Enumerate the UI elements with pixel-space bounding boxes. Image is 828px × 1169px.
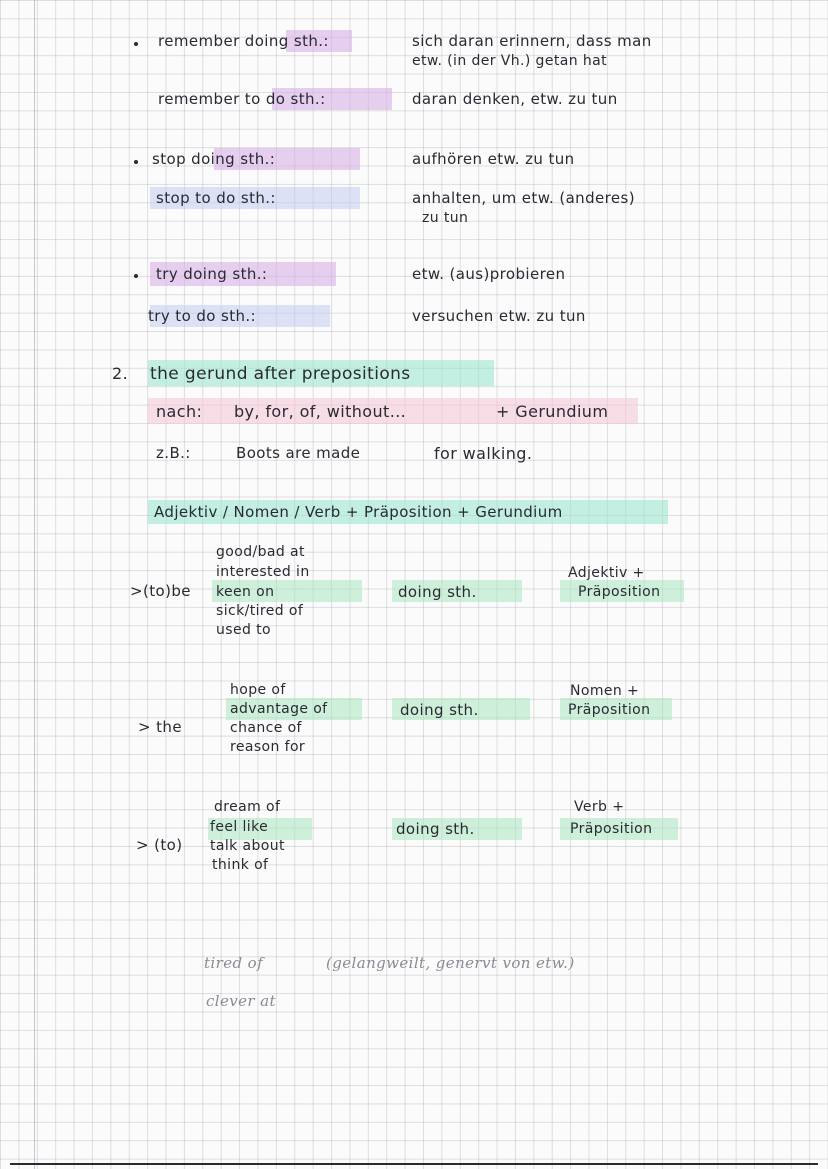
verb-phrase: feel like bbox=[210, 819, 269, 835]
adjective-phrase: used to bbox=[216, 622, 271, 638]
pencil-note-meaning: (gelangweilt, genervt von etw.) bbox=[326, 954, 575, 972]
example-label: z.B.: bbox=[156, 444, 191, 462]
noun-label-1: Nomen + bbox=[570, 683, 640, 699]
noun-phrase: reason for bbox=[230, 739, 306, 755]
try-to-do-meaning: versuchen etw. zu tun bbox=[412, 307, 586, 325]
try-to-do-term: try to do sth.: bbox=[148, 307, 257, 325]
section-heading: the gerund after prepositions bbox=[150, 364, 411, 384]
stop-doing-meaning: aufhören etw. zu tun bbox=[412, 150, 575, 168]
verb-object: doing sth. bbox=[396, 820, 475, 838]
adjective-phrase: keen on bbox=[216, 584, 275, 600]
pencil-note-line2: clever at bbox=[206, 992, 276, 1010]
adjective-phrase: sick/tired of bbox=[216, 603, 304, 619]
remember-doing-meaning-1: sich daran erinnern, dass man bbox=[412, 32, 652, 50]
noun-phrase: advantage of bbox=[230, 701, 328, 717]
try-doing-meaning: etw. (aus)probieren bbox=[412, 265, 566, 283]
stop-doing-term: stop doing sth.: bbox=[152, 150, 276, 168]
bullet bbox=[134, 274, 138, 278]
rule-suffix: + Gerundium bbox=[496, 402, 609, 421]
adjective-phrase: good/bad at bbox=[216, 544, 305, 560]
rule-prefix: nach: bbox=[156, 402, 203, 421]
adjective-lead: >(to)be bbox=[130, 582, 191, 600]
adjective-object: doing sth. bbox=[398, 583, 477, 601]
noun-phrase: hope of bbox=[230, 682, 286, 698]
verb-phrase: think of bbox=[212, 857, 269, 873]
adjective-phrase: interested in bbox=[216, 564, 310, 580]
noun-phrase: chance of bbox=[230, 720, 302, 736]
verb-label-2: Präposition bbox=[570, 821, 653, 837]
stop-to-do-term: stop to do sth.: bbox=[156, 189, 276, 207]
stop-to-do-meaning-1: anhalten, um etw. (anderes) bbox=[412, 189, 635, 207]
noun-label-2: Präposition bbox=[568, 702, 651, 718]
remember-doing-meaning-2: etw. (in der Vh.) getan hat bbox=[412, 53, 607, 69]
verb-phrase: dream of bbox=[214, 799, 281, 815]
formula: Adjektiv / Nomen / Verb + Präposition + Gerundium bbox=[154, 503, 563, 521]
page-bottom-edge bbox=[10, 1163, 818, 1165]
verb-lead: > (to) bbox=[136, 836, 183, 854]
example-end: for walking. bbox=[434, 444, 533, 463]
verb-label-1: Verb + bbox=[574, 799, 625, 815]
stop-to-do-meaning-2: zu tun bbox=[422, 210, 469, 226]
example-text: Boots are made bbox=[236, 444, 361, 462]
pencil-note-term: tired of bbox=[204, 954, 264, 972]
section-number: 2. bbox=[112, 364, 129, 383]
adjective-label-2: Präposition bbox=[578, 584, 661, 600]
adjective-label-1: Adjektiv + bbox=[568, 565, 645, 581]
remember-doing-term: remember doing sth.: bbox=[158, 32, 329, 50]
noun-lead: > the bbox=[138, 718, 182, 736]
bullet bbox=[134, 160, 138, 164]
bullet bbox=[134, 42, 138, 46]
try-doing-term: try doing sth.: bbox=[156, 265, 268, 283]
noun-object: doing sth. bbox=[400, 701, 479, 719]
rule-words: by, for, of, without... bbox=[234, 402, 407, 421]
remember-to-do-term: remember to do sth.: bbox=[158, 90, 326, 108]
margin-line bbox=[34, 0, 35, 1169]
verb-phrase: talk about bbox=[210, 838, 285, 854]
remember-to-do-meaning: daran denken, etw. zu tun bbox=[412, 90, 618, 108]
